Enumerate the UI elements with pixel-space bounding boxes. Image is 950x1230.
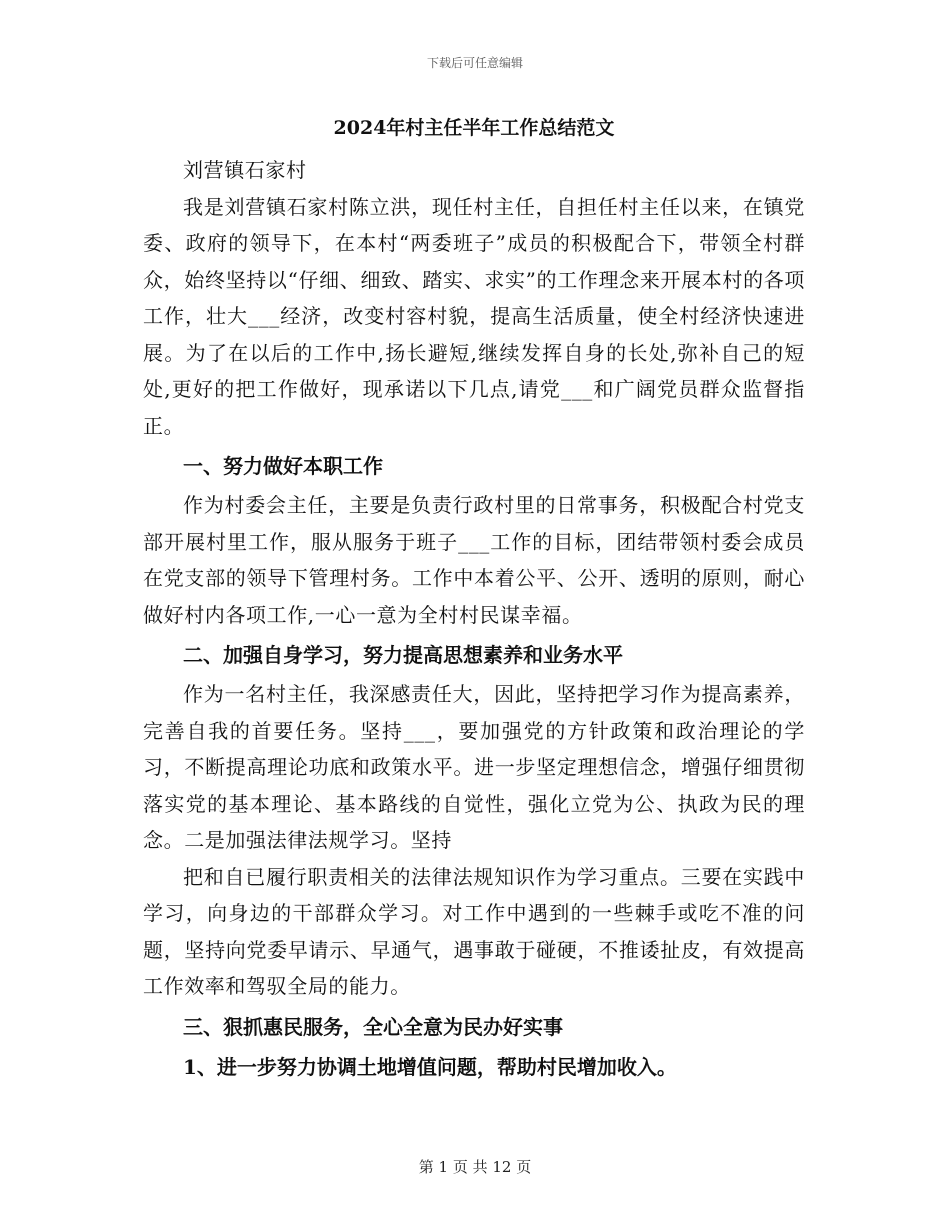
intro-paragraph: 我是刘营镇石家村陈立洪，现任村主任，自担任村主任以来，在镇党委、政府的领导下，在本村“两委班子”成员的积极配合下，带领全村群众，始终坚持以“仔细、细致、踏实、求实”的工作理念来开展本村的各项工作，壮大___经济，改变村容村貌，提高生活质量，使全村经济快速进展。为了在以后的工作中,扬长避短,继续发挥自身的长处,弥补自己的短处,更好的把工作做好，现承诺以下几点,请党___和广阔党员群众监督指正。 <box>143 194 805 438</box>
section-heading-3: 三、狠抓惠民服务，全心全意为民办好实事 <box>183 1014 563 1039</box>
document-title: 2024年村主任半年工作总结范文 <box>333 117 615 139</box>
section-2-paragraph-2: 把和自已履行职责相关的法律法规知识作为学习重点。三要在实践中学习，向身边的干部群众学习。对工作中遇到的一些棘手或吃不准的问题，坚持向党委早请示、早通气，遇事敢于碰硬，不推诿扯皮，有效提高工作效率和驾驭全局的能力。 <box>143 864 805 998</box>
section-heading-2: 二、加强自身学习，努力提高思想素养和业务水平 <box>183 643 623 667</box>
section-2-paragraph-1: 作为一名村主任，我深感责任大，因此，坚持把学习作为提高素养，完善自我的首要任务。坚持___，要加强党的方针政策和政治理论的学习，不断提高理论功底和政策水平。进一步坚定理想信念，增强仔细贯彻落实党的基本理论、基本路线的自觉性，强化立党为公、执政为民的理念。二是加强法律法规学习。坚持 <box>143 682 805 852</box>
author-line: 刘营镇石家村 <box>183 158 307 182</box>
section-heading-1: 一、努力做好本职工作 <box>183 454 383 478</box>
page-header-note: 下载后可任意编辑 <box>426 56 523 70</box>
page-number: 第 1 页 共 12 页 <box>418 1158 532 1176</box>
subsection-heading-3-1: 1、进一步努力协调土地增值问题，帮助村民增加收入。 <box>183 1054 677 1079</box>
document-body <box>143 110 805 1088</box>
section-1-paragraph: 作为村委会主任，主要是负责行政村里的日常事务，积极配合村党支部开展村里工作，服从服务于班子___工作的目标，团结带领村委会成员在党支部的领导下管理村务。工作中本着公平、公开、透明的原则，耐心做好村内各项工作,一心一意为全村村民谋幸福。 <box>143 493 805 627</box>
